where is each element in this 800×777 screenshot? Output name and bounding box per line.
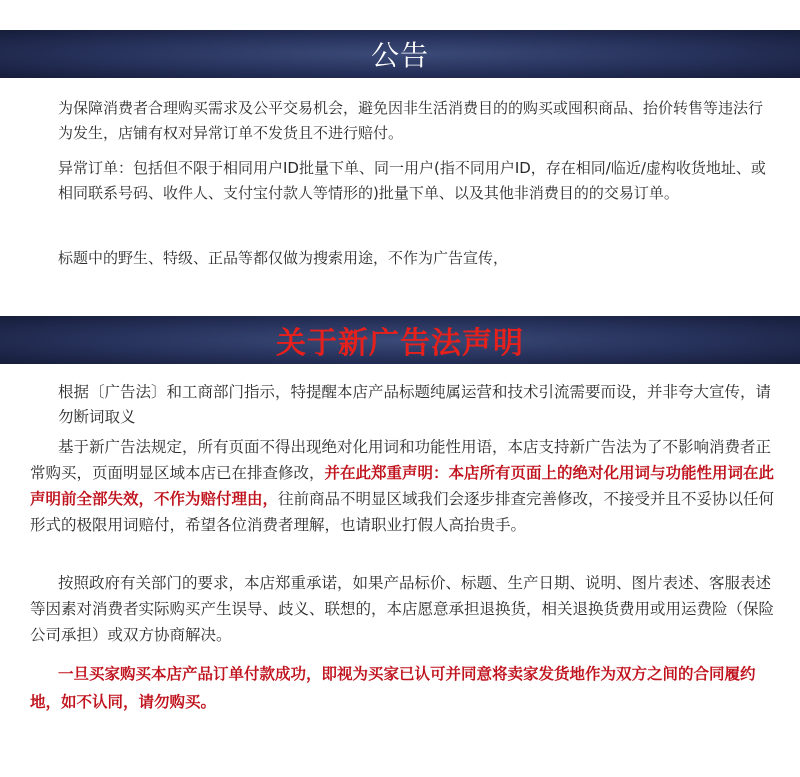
notice-paragraph-1: 为保障消费者合理购买需求及公平交易机会，避免因非生活消费目的的购买或囤积商品、抬价转售等违法行为发生，店铺有权对异常订单不发货且不进行赔付。 (58, 99, 764, 142)
ad-law-paragraph-3: 按照政府有关部门的要求，本店郑重承诺，如果产品标价、标题、生产日期、说明、图片表述、客服表述等因素对消费者实际购买产生误导、歧义、联想的，本店愿意承担退换货，相关退换货费用或用运费险（保险公司承担）或双方协商解决。 (30, 574, 775, 644)
ad-law-title: 关于新广告法声明 (276, 326, 524, 361)
ad-law-banner (0, 316, 800, 364)
notice-banner (0, 30, 800, 78)
ad-law-paragraph-2 (30, 434, 775, 538)
notice-title: 公告 (370, 39, 429, 72)
notice-paragraph-2: 异常订单：包括但不限于相同用户ID批量下单、同一用户(指不同用户ID，存在相同/临近/虚构收货地址、或相同联系号码、收件人、支付宝付款人等情形的)批量下单、以及其他非消费目的的交易订单。 (58, 159, 766, 202)
ad-law-paragraph-2-part-3: 往前商品不明显区域我们会逐步排查完善修改，不接受并且不妥协以任何形式的极限用词赔付，希望各位消费者理解，也请职业打假人高抬贵手。 (30, 490, 775, 534)
ad-law-paragraph-4: 一旦买家购买本店产品订单付款成功，即视为买家已认可并同意将卖家发货地作为双方之间的合同履约地，如不认同，请勿购买。 (30, 664, 756, 711)
ad-law-paragraph-1: 根据〔广告法〕和工商部门指示，特提醒本店产品标题纯属运营和技术引流需要而设，并非夸大宣传，请勿断词取义 (58, 383, 772, 426)
ad-law-paragraph-2-part-1: 基于新广告法规定，所有页面不得出现绝对化用词和功能性用语，本店支持新广告法为了不影响消费者正常购买，页面明显区域本店已在排查修改， (30, 438, 772, 482)
ad-law-emphasis: 并在此郑重声明：本店所有页面上的绝对化用词与功能性用词在此声明前全部失效，不作为赔付理由， (30, 463, 775, 508)
notice-paragraph-3: 标题中的野生、特级、正品等都仅做为搜索用途，不作为广告宣传， (58, 249, 509, 267)
